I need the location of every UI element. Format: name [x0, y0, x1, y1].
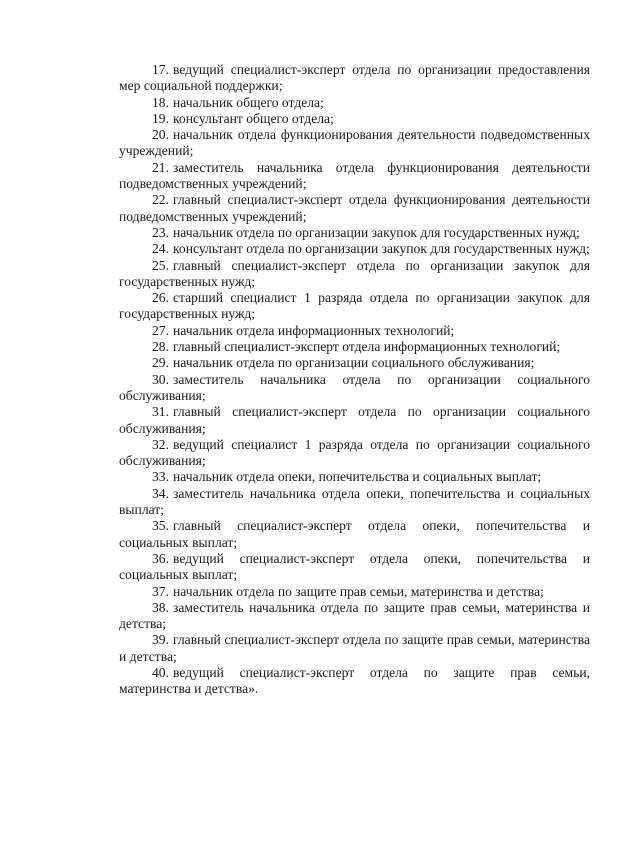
- item-number: 40.: [152, 664, 169, 680]
- item-number: 24.: [152, 241, 169, 257]
- item-text: главный специалист-эксперт отдела опеки, попечительства и социальных выплат;: [119, 518, 590, 550]
- item-text: главный специалист-эксперт отдела по защите прав семьи, материнства и детства;: [119, 632, 590, 664]
- item-text: главный специалист-эксперт отдела по организации социального обслуживания;: [119, 404, 590, 436]
- item-text: заместитель начальника отдела опеки, попечительства и социальных выплат;: [119, 485, 590, 518]
- item-number: 27.: [152, 322, 169, 338]
- item-number: 37.: [152, 583, 169, 599]
- item-number: 36.: [152, 550, 169, 566]
- item-text: ведущий специалист-эксперт отдела по защите прав семьи, материнства и детства».: [119, 664, 590, 697]
- item-text: главный специалист-эксперт отдела информационных технологий;: [173, 339, 561, 355]
- item-number: 17.: [152, 62, 169, 77]
- list-item: [119, 95, 590, 111]
- list-item: [119, 486, 590, 519]
- item-text: старший специалист 1 разряда отдела по организации закупок для государственных нужд;: [119, 290, 590, 322]
- list-item: [119, 127, 590, 160]
- item-text: начальник отдела по организации закупок для государственных нужд;: [173, 224, 580, 240]
- item-number: 19.: [152, 110, 169, 126]
- item-text: начальник общего отдела;: [173, 94, 324, 110]
- item-text: заместитель начальника отдела функционирования деятельности подведомственных учреждений;: [119, 159, 590, 192]
- item-number: 38.: [152, 599, 169, 615]
- list-item: [119, 192, 590, 225]
- item-number: 22.: [152, 192, 169, 208]
- item-number: 20.: [152, 127, 169, 143]
- item-text: главный специалист-эксперт отдела по организации закупок для государственных нужд;: [119, 257, 590, 289]
- item-number: 28.: [152, 339, 169, 355]
- list-item: [119, 160, 590, 193]
- item-text: начальник отдела по защите прав семьи, материнства и детства;: [173, 583, 544, 599]
- list-item: [119, 323, 590, 339]
- list-item: [119, 551, 590, 584]
- list-item: [119, 111, 590, 127]
- item-text: начальник отдела опеки, попечительства и социальных выплат;: [173, 469, 542, 485]
- list-item: [119, 258, 590, 291]
- item-text: ведущий специалист-эксперт отдела по организации предоставления мер социальной поддержки;: [119, 62, 590, 94]
- list-item: [119, 62, 590, 95]
- list-item: [119, 225, 590, 241]
- list-item: [119, 290, 590, 323]
- list-item: [119, 339, 590, 355]
- item-text: начальник отдела функционирования деятельности подведомственных учреждений;: [119, 127, 590, 159]
- list-item: [119, 404, 590, 437]
- item-text: ведущий специалист-эксперт отдела опеки, попечительства и социальных выплат;: [119, 550, 590, 583]
- item-number: 35.: [152, 518, 169, 534]
- item-number: 34.: [152, 485, 169, 501]
- list-item: [119, 372, 590, 405]
- item-number: 23.: [152, 224, 169, 240]
- item-text: начальник отдела по организации социального обслуживания;: [173, 355, 535, 371]
- item-text: консультант отдела по организации закупок для государственных нужд;: [173, 241, 590, 257]
- item-number: 29.: [152, 355, 169, 371]
- item-text: начальник отдела информационных технологий;: [173, 322, 455, 338]
- list-item: [119, 632, 590, 665]
- list-item: [119, 355, 590, 371]
- item-number: 26.: [152, 290, 169, 306]
- item-text: заместитель начальника отдела по защите прав семьи, материнства и детства;: [119, 599, 590, 632]
- item-number: 33.: [152, 469, 169, 485]
- item-text: заместитель начальника отдела по организации социального обслуживания;: [119, 371, 590, 403]
- item-number: 39.: [152, 632, 169, 648]
- item-number: 31.: [152, 404, 169, 420]
- list-item: [119, 665, 590, 698]
- list-item: [119, 469, 590, 485]
- document-page: [119, 62, 590, 698]
- list-item: [119, 437, 590, 470]
- list-item: [119, 584, 590, 600]
- list-item: [119, 241, 590, 257]
- item-number: 32.: [152, 436, 169, 452]
- item-number: 21.: [152, 159, 169, 175]
- item-number: 30.: [152, 371, 169, 387]
- item-text: главный специалист-эксперт отдела функционирования деятельности подведомственных учреждений;: [119, 192, 590, 224]
- item-text: консультант общего отдела;: [173, 110, 334, 126]
- item-number: 18.: [152, 94, 169, 110]
- item-number: 25.: [152, 257, 169, 273]
- item-text: ведущий специалист 1 разряда отдела по организации социального обслуживания;: [119, 436, 590, 469]
- list-item: [119, 600, 590, 633]
- list-item: [119, 518, 590, 551]
